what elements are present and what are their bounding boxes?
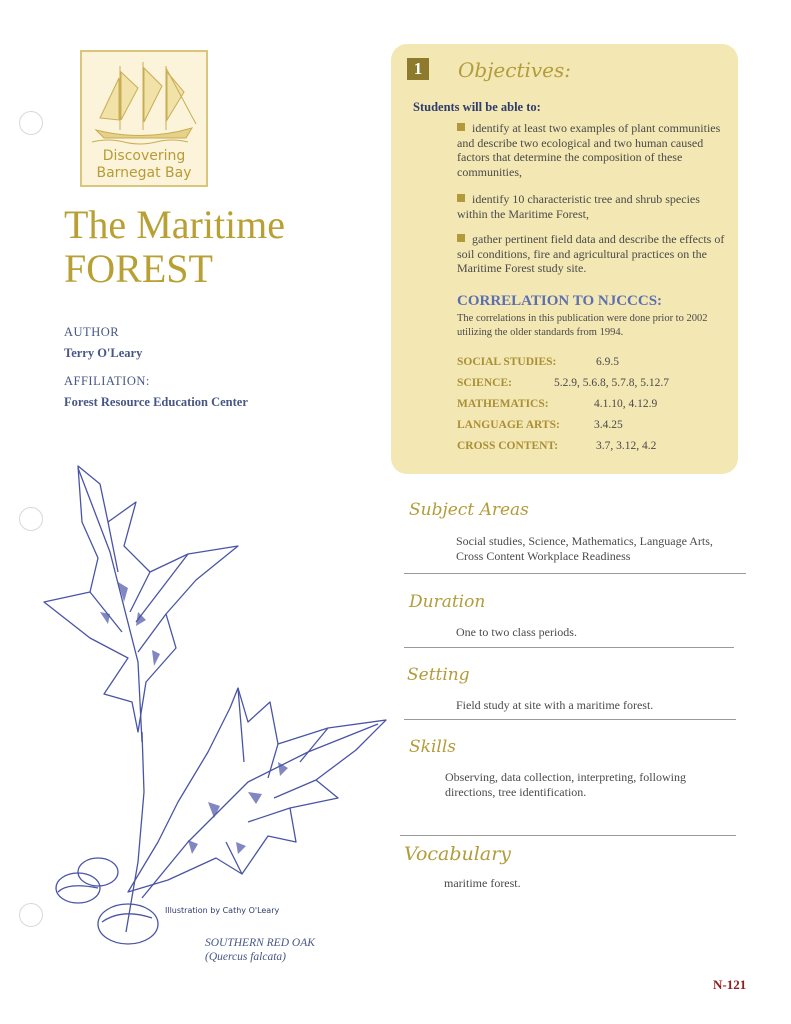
- section-divider: [400, 835, 736, 836]
- title-line-2: FOREST: [64, 246, 213, 291]
- correlation-value: 6.9.5: [596, 356, 619, 368]
- correlation-heading: CORRELATION TO NJCCCS:: [457, 293, 663, 309]
- affiliation-name: Forest Resource Education Center: [64, 395, 248, 409]
- objective-text: identify at least two examples of plant communities and describe two ecological and two human caused factors that determine the composition of these communities,: [457, 121, 721, 179]
- correlation-row: [457, 419, 737, 435]
- correlation-row: [457, 377, 737, 393]
- correlation-value: 3.4.25: [594, 419, 623, 431]
- objective-text: identify 10 characteristic tree and shrub species within the Maritime Forest,: [457, 192, 700, 221]
- correlation-value: 3.7, 3.12, 4.2: [596, 440, 657, 452]
- setting-text: Field study at site with a maritime forest.: [456, 698, 654, 712]
- correlation-row: [457, 440, 737, 456]
- correlation-row: [457, 398, 737, 414]
- correlation-subject: MATHEMATICS:: [457, 398, 549, 410]
- page-number: N-121: [713, 977, 747, 992]
- illustration-credit: Illustration by Cathy O'Leary: [165, 906, 280, 915]
- logo-line-1: Discovering: [102, 148, 186, 164]
- square-bullet-icon: [457, 194, 465, 202]
- correlation-row: [457, 356, 737, 372]
- section-divider: [404, 647, 734, 648]
- affiliation-label: AFFILIATION:: [64, 374, 150, 388]
- vocabulary-text: maritime forest.: [444, 876, 521, 890]
- southern-red-oak-illustration: [38, 462, 393, 962]
- objective-item: [457, 192, 727, 221]
- logo-text: [82, 148, 206, 182]
- skills-heading: Skills: [409, 737, 456, 757]
- objectives-intro: Students will be able to:: [413, 100, 541, 114]
- schooner-ship-icon: [88, 58, 200, 148]
- binder-hole-top: [19, 111, 43, 135]
- scientific-name: (Quercus falcata): [205, 951, 287, 963]
- logo-line-2: Barnegat Bay: [96, 165, 192, 181]
- correlation-value: 5.2.9, 5.6.8, 5.7.8, 5.12.7: [554, 377, 669, 389]
- author-label: AUTHOR: [64, 325, 120, 339]
- correlation-subject: SCIENCE:: [457, 377, 512, 389]
- subject-areas-heading: Subject Areas: [409, 500, 529, 520]
- square-bullet-icon: [457, 234, 465, 242]
- author-name: Terry O'Leary: [64, 346, 143, 360]
- objectives-heading: Objectives:: [458, 58, 572, 82]
- correlation-value: 4.1.10, 4.12.9: [594, 398, 658, 410]
- square-bullet-icon: [457, 123, 465, 131]
- illustration-caption: [205, 936, 315, 964]
- skills-text: Observing, data collection, interpreting, following directions, tree identification.: [445, 770, 686, 799]
- objectives-number-badge: 1: [407, 58, 429, 80]
- correlation-subject: SOCIAL STUDIES:: [457, 356, 557, 368]
- correlation-subject: LANGUAGE ARTS:: [457, 419, 560, 431]
- title-line-1: The Maritime: [64, 202, 286, 247]
- page-title: [64, 203, 384, 291]
- discovering-barnegat-bay-logo: [80, 50, 208, 187]
- common-name: SOUTHERN RED OAK: [205, 937, 315, 949]
- objectives-panel: [391, 44, 738, 474]
- duration-heading: Duration: [409, 592, 486, 612]
- duration-text: One to two class periods.: [456, 625, 577, 639]
- vocabulary-heading: Vocabulary: [404, 843, 512, 865]
- setting-heading: Setting: [407, 665, 470, 685]
- correlation-subject: CROSS CONTENT:: [457, 440, 559, 452]
- objective-item: [457, 121, 727, 179]
- section-divider: [404, 719, 736, 720]
- correlation-note: The correlations in this publication were done prior to 2002 utilizing the older standards from 1994.: [457, 313, 708, 338]
- section-divider: [404, 573, 746, 574]
- subject-areas-text: Social studies, Science, Mathematics, Language Arts, Cross Content Workplace Readiness: [456, 534, 713, 563]
- objective-item: [457, 232, 727, 276]
- objective-text: gather pertinent field data and describe the effects of soil conditions, fire and agricultural practices on the Maritime Forest study site.: [457, 232, 725, 275]
